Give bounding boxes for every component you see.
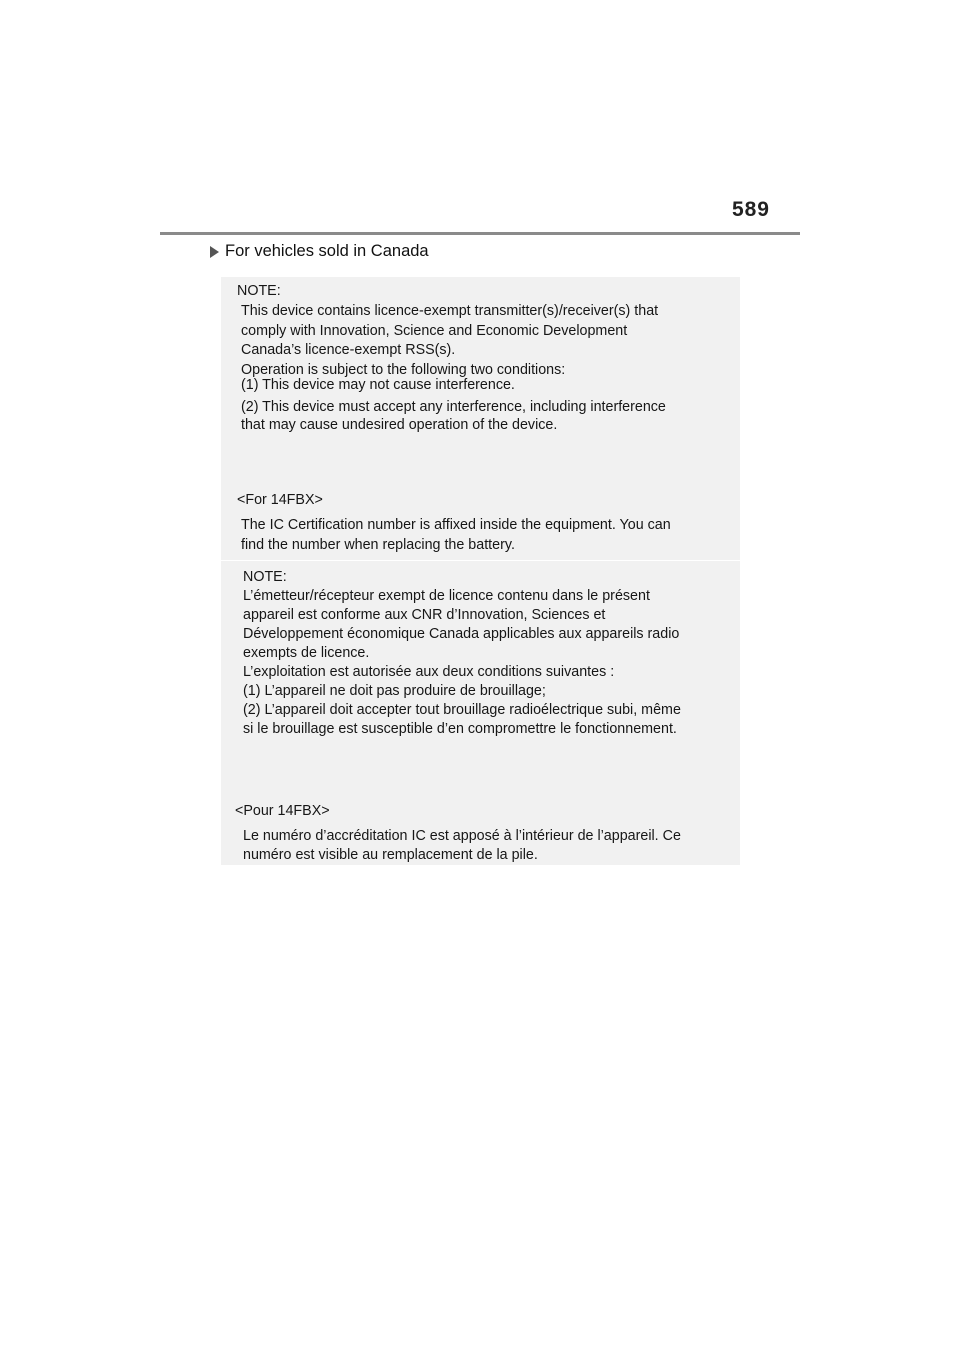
note-line: (2) This device must accept any interference, including interference <box>241 399 666 415</box>
note-line: Développement économique Canada applicables aux appareils radio <box>243 626 680 642</box>
note-heading: NOTE: <box>243 569 287 585</box>
note-line: (1) This device may not cause interference. <box>241 377 515 393</box>
page-number: 589 <box>731 198 770 221</box>
english-notice-panel <box>221 277 740 560</box>
note-line: L’émetteur/récepteur exempt de licence contenu dans le présent <box>243 588 650 604</box>
note-line: that may cause undesired operation of the device. <box>241 417 558 433</box>
note-line: This device contains licence-exempt transmitter(s)/receiver(s) that <box>241 303 659 319</box>
note-heading: NOTE: <box>237 283 281 299</box>
section-heading-text: For vehicles sold in Canada <box>225 242 429 260</box>
model-line: The IC Certification number is affixed inside the equipment. You can <box>241 517 671 533</box>
note-line: comply with Innovation, Science and Economic Development <box>241 323 628 339</box>
model-label: <Pour 14FBX> <box>235 803 330 819</box>
note-line: exempts de licence. <box>243 645 370 661</box>
note-line: Operation is subject to the following two conditions: <box>241 362 566 378</box>
header-rule <box>160 232 800 235</box>
french-notice-panel <box>221 561 740 865</box>
model-line: Le numéro d’accréditation IC est apposé à l’intérieur de l’appareil. Ce <box>243 828 681 844</box>
note-line: si le brouillage est susceptible d’en compromettre le fonctionnement. <box>243 721 677 737</box>
note-line: Canada’s licence-exempt RSS(s). <box>241 342 456 358</box>
note-line: appareil est conforme aux CNR d’Innovation, Sciences et <box>243 607 606 623</box>
model-label: <For 14FBX> <box>237 492 323 508</box>
triangle-bullet-icon <box>210 246 219 258</box>
model-line: numéro est visible au remplacement de la pile. <box>243 847 538 863</box>
note-line: (2) L’appareil doit accepter tout brouillage radioélectrique subi, même <box>243 702 681 718</box>
note-line: (1) L’appareil ne doit pas produire de brouillage; <box>243 683 546 699</box>
model-line: find the number when replacing the battery. <box>241 537 515 553</box>
note-line: L’exploitation est autorisée aux deux conditions suivantes : <box>243 664 615 680</box>
section-heading <box>210 242 429 261</box>
